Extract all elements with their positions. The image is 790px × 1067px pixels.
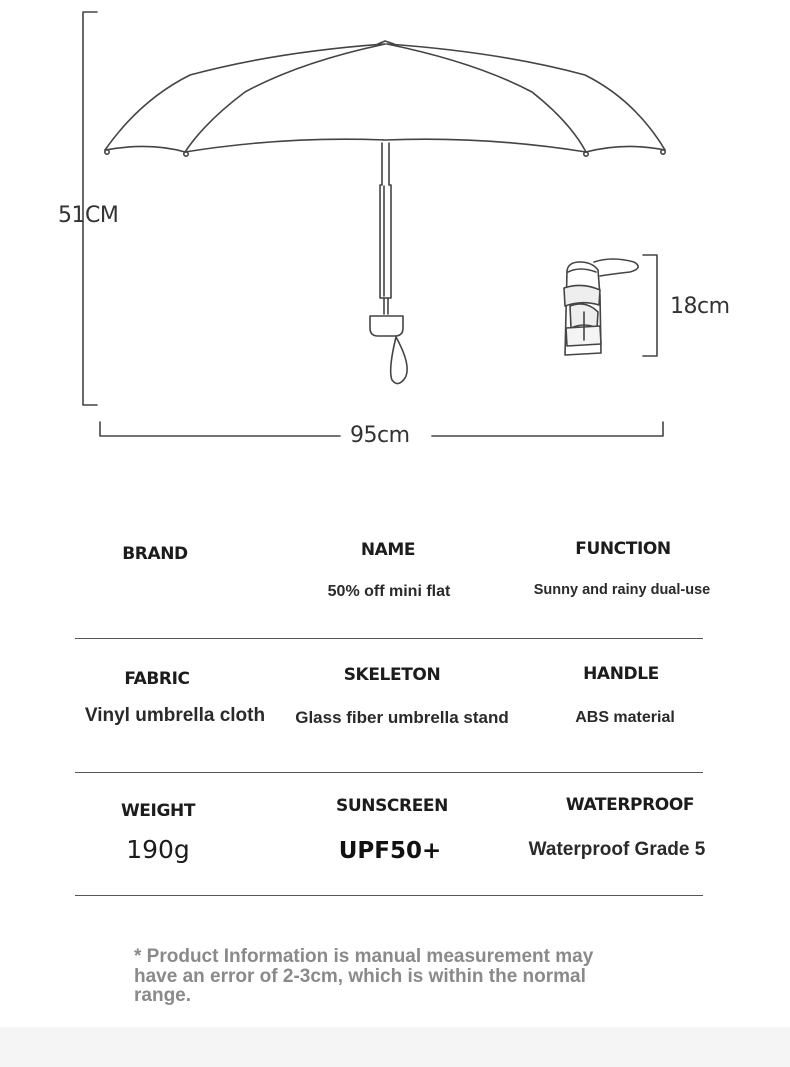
width-dimension-line-left xyxy=(100,422,340,436)
spec-row xyxy=(75,773,706,896)
fabric-heading: FABRIC xyxy=(124,669,190,689)
height-label: 51CM xyxy=(58,203,119,228)
name-heading: NAME xyxy=(360,540,416,560)
fabric-value: Vinyl umbrella cloth xyxy=(84,705,266,726)
sunscreen-value: UPF50+ xyxy=(338,838,442,864)
skeleton-value: Glass fiber umbrella stand xyxy=(295,708,509,727)
folded-umbrella-icon xyxy=(564,259,638,355)
handle-heading: HANDLE xyxy=(583,664,659,684)
waterproof-value: Waterproof Grade 5 xyxy=(528,839,706,860)
brand-heading: BRAND xyxy=(122,544,188,564)
bottom-band xyxy=(0,1027,790,1067)
spec-row xyxy=(75,639,703,773)
folded-dimension-line xyxy=(643,255,657,356)
width-label: 95cm xyxy=(346,423,414,448)
weight-heading: WEIGHT xyxy=(120,801,196,821)
function-heading: FUNCTION xyxy=(575,539,671,559)
umbrella-dimension-diagram xyxy=(0,0,790,470)
spec-row xyxy=(75,520,711,639)
folded-length-label: 18cm xyxy=(666,294,734,319)
skeleton-heading: SKELETON xyxy=(343,665,441,685)
name-value: 50% off mini flat xyxy=(327,583,451,600)
measurement-note: * Product Information is manual measurement may have an error of 2-3cm, which is within the normal range. xyxy=(134,946,594,1006)
width-dimension-line-right xyxy=(432,422,663,436)
spec-table xyxy=(75,520,711,896)
handle-value: ABS material xyxy=(575,709,675,726)
function-value: Sunny and rainy dual-use xyxy=(533,582,711,598)
weight-value: 190g xyxy=(126,835,190,864)
waterproof-heading: WATERPROOF xyxy=(565,795,695,815)
sunscreen-heading: SUNSCREEN xyxy=(336,796,448,816)
